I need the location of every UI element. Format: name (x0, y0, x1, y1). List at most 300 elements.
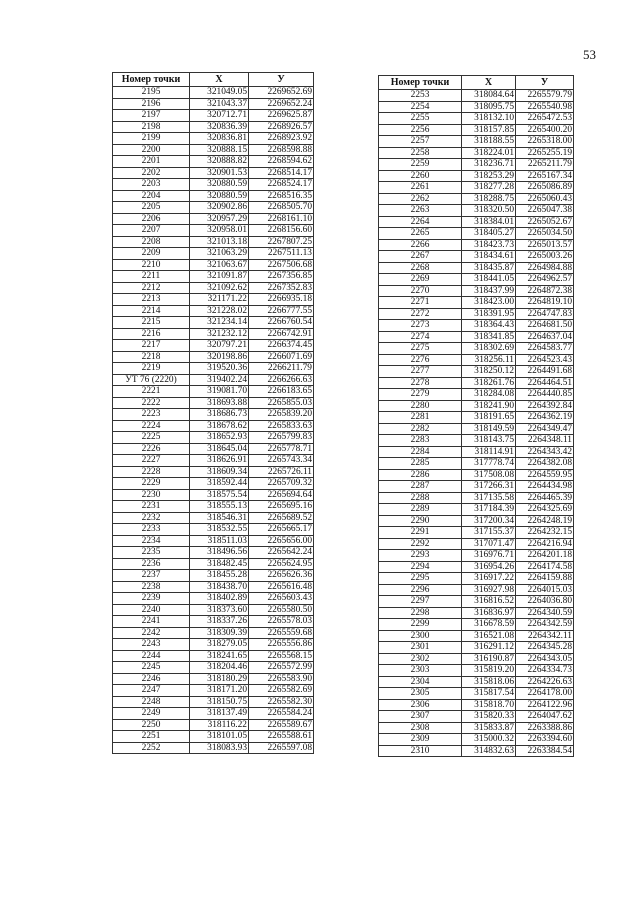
cell-point-number: 2261 (379, 182, 462, 194)
table-row (113, 363, 314, 375)
cell-x: 316816.52 (462, 596, 516, 608)
cell-point-number: 2253 (379, 90, 462, 102)
cell-y: 2265833.63 (249, 420, 314, 432)
cell-y: 2264348.11 (516, 435, 574, 447)
cell-y: 2268524.17 (249, 179, 314, 191)
table-row (113, 144, 314, 156)
cell-x: 320902.86 (190, 202, 249, 214)
table-row (379, 136, 574, 148)
table-row (379, 481, 574, 493)
cell-x: 320198.86 (190, 351, 249, 363)
cell-y: 2264159.88 (516, 573, 574, 585)
cell-x: 315000.32 (462, 734, 516, 746)
table-row (379, 584, 574, 596)
table-row (113, 259, 314, 271)
cell-point-number: 2236 (113, 558, 190, 570)
cell-y: 2265584.24 (249, 708, 314, 720)
cell-y: 2265572.99 (249, 662, 314, 674)
cell-point-number: 2206 (113, 213, 190, 225)
table-row (113, 535, 314, 547)
cell-x: 319520.36 (190, 363, 249, 375)
cell-x: 316954.26 (462, 561, 516, 573)
table-row (113, 719, 314, 731)
table-row (379, 665, 574, 677)
cell-point-number: 2215 (113, 317, 190, 329)
cell-point-number: 2271 (379, 297, 462, 309)
table-row (379, 239, 574, 251)
table-row (113, 156, 314, 168)
cell-x: 318132.10 (462, 113, 516, 125)
table-row (379, 688, 574, 700)
cell-y: 2264216.94 (516, 538, 574, 550)
cell-x: 318546.31 (190, 512, 249, 524)
header-y: У (516, 76, 574, 90)
table-row (379, 653, 574, 665)
table-row (379, 147, 574, 159)
cell-y: 2264174.58 (516, 561, 574, 573)
cell-x: 318188.55 (462, 136, 516, 148)
table-row (379, 734, 574, 746)
cell-y: 2264392.84 (516, 400, 574, 412)
cell-y: 2268594.62 (249, 156, 314, 168)
cell-point-number: 2262 (379, 193, 462, 205)
cell-x: 318191.65 (462, 412, 516, 424)
table-row (379, 320, 574, 332)
cell-y: 2264382.08 (516, 458, 574, 470)
cell-point-number: 2245 (113, 662, 190, 674)
cell-y: 2264819.10 (516, 297, 574, 309)
cell-x: 318288.75 (462, 193, 516, 205)
table-row (379, 527, 574, 539)
cell-y: 2265689.52 (249, 512, 314, 524)
cell-point-number: 2223 (113, 409, 190, 421)
cell-y: 2266211.79 (249, 363, 314, 375)
table-row (113, 742, 314, 754)
cell-y: 2268926.57 (249, 121, 314, 133)
cell-x: 318592.44 (190, 478, 249, 490)
cell-point-number: 2280 (379, 400, 462, 412)
header-y: У (249, 73, 314, 87)
cell-y: 2264036.80 (516, 596, 574, 608)
cell-point-number: 2258 (379, 147, 462, 159)
cell-point-number: 2234 (113, 535, 190, 547)
cell-x: 318250.12 (462, 366, 516, 378)
cell-y: 2265589.67 (249, 719, 314, 731)
cell-point-number: 2243 (113, 639, 190, 651)
table-row (379, 366, 574, 378)
cell-y: 2266183.65 (249, 386, 314, 398)
cell-point-number: 2242 (113, 627, 190, 639)
cell-x: 321013.18 (190, 236, 249, 248)
cell-point-number: 2228 (113, 466, 190, 478)
cell-point-number: 2209 (113, 248, 190, 260)
cell-x: 318423.00 (462, 297, 516, 309)
table-row (113, 213, 314, 225)
cell-point-number: 2294 (379, 561, 462, 573)
cell-point-number: 2217 (113, 340, 190, 352)
cell-y: 2264464.51 (516, 377, 574, 389)
cell-x: 321092.62 (190, 282, 249, 294)
cell-x: 320958.01 (190, 225, 249, 237)
cell-x: 318253.29 (462, 170, 516, 182)
cell-x: 320712.71 (190, 110, 249, 122)
cell-point-number: 2198 (113, 121, 190, 133)
cell-x: 318256.11 (462, 354, 516, 366)
cell-x: 318284.08 (462, 389, 516, 401)
cell-point-number: 2246 (113, 673, 190, 685)
table-row (113, 190, 314, 202)
cell-y: 2265582.30 (249, 696, 314, 708)
table-row (113, 627, 314, 639)
cell-point-number: 2273 (379, 320, 462, 332)
cell-x: 318204.46 (190, 662, 249, 674)
table-row (113, 524, 314, 536)
table-row (113, 558, 314, 570)
table-row (113, 110, 314, 122)
coordinates-table-right (378, 75, 574, 757)
cell-point-number: 2265 (379, 228, 462, 240)
cell-y: 2268161.10 (249, 213, 314, 225)
table-row (379, 400, 574, 412)
cell-point-number: 2249 (113, 708, 190, 720)
cell-y: 2265583.90 (249, 673, 314, 685)
cell-x: 320880.59 (190, 190, 249, 202)
table-row (113, 708, 314, 720)
table-row (113, 593, 314, 605)
cell-y: 2269652.24 (249, 98, 314, 110)
cell-x: 315817.54 (462, 688, 516, 700)
cell-x: 320797.21 (190, 340, 249, 352)
cell-y: 2265047.38 (516, 205, 574, 217)
cell-point-number: 2226 (113, 443, 190, 455)
cell-point-number: 2230 (113, 489, 190, 501)
cell-y: 2265400.20 (516, 124, 574, 136)
cell-y: 2265694.64 (249, 489, 314, 501)
cell-point-number: 2276 (379, 354, 462, 366)
table-row (113, 489, 314, 501)
cell-point-number: 2264 (379, 216, 462, 228)
cell-x: 320836.39 (190, 121, 249, 133)
table-row (113, 662, 314, 674)
cell-y: 2266374.45 (249, 340, 314, 352)
cell-point-number: 2302 (379, 653, 462, 665)
cell-y: 2264334.73 (516, 665, 574, 677)
cell-y: 2265603.43 (249, 593, 314, 605)
table-row (379, 745, 574, 757)
table-row (113, 547, 314, 559)
header-point-number: Номер точки (113, 73, 190, 87)
cell-y: 2264440.85 (516, 389, 574, 401)
cell-point-number: 2285 (379, 458, 462, 470)
table-row (113, 305, 314, 317)
cell-x: 317155.37 (462, 527, 516, 539)
table-row (113, 282, 314, 294)
cell-y: 2267511.13 (249, 248, 314, 260)
table-row (379, 676, 574, 688)
cell-x: 318496.56 (190, 547, 249, 559)
cell-x: 318405.27 (462, 228, 516, 240)
cell-point-number: 2232 (113, 512, 190, 524)
cell-x: 320880.59 (190, 179, 249, 191)
cell-y: 2264434.98 (516, 481, 574, 493)
table-row (113, 639, 314, 651)
cell-y: 2265559.68 (249, 627, 314, 639)
cell-point-number: 2196 (113, 98, 190, 110)
table-row (379, 550, 574, 562)
table-row (113, 340, 314, 352)
table-row (379, 619, 574, 631)
cell-x: 320888.82 (190, 156, 249, 168)
table-row (113, 294, 314, 306)
table-row (379, 469, 574, 481)
cell-y: 2265624.95 (249, 558, 314, 570)
cell-x: 316190.87 (462, 653, 516, 665)
table-row (379, 607, 574, 619)
cell-x: 317200.34 (462, 515, 516, 527)
table-row (113, 685, 314, 697)
cell-point-number: 2309 (379, 734, 462, 746)
cell-y: 2265695.16 (249, 501, 314, 513)
table-row (379, 561, 574, 573)
table-row (113, 409, 314, 421)
cell-x: 321049.05 (190, 87, 249, 99)
cell-y: 2264340.59 (516, 607, 574, 619)
cell-y: 2265318.00 (516, 136, 574, 148)
cell-point-number: 2252 (113, 742, 190, 754)
cell-x: 318083.93 (190, 742, 249, 754)
cell-point-number: 2287 (379, 481, 462, 493)
cell-y: 2264872.38 (516, 285, 574, 297)
table-row (113, 443, 314, 455)
cell-point-number: 2250 (113, 719, 190, 731)
table-row (379, 515, 574, 527)
cell-point-number: 2211 (113, 271, 190, 283)
cell-y: 2265556.86 (249, 639, 314, 651)
cell-point-number: 2284 (379, 446, 462, 458)
cell-point-number: 2272 (379, 308, 462, 320)
cell-x: 318114.91 (462, 446, 516, 458)
table-row (379, 308, 574, 320)
cell-y: 2268156.60 (249, 225, 314, 237)
cell-point-number: 2297 (379, 596, 462, 608)
cell-x: 321232.12 (190, 328, 249, 340)
cell-y: 2264362.19 (516, 412, 574, 424)
cell-x: 318532.55 (190, 524, 249, 536)
cell-point-number: 2197 (113, 110, 190, 122)
table-header-row (379, 76, 574, 90)
cell-x: 316927.98 (462, 584, 516, 596)
cell-y: 2265003.26 (516, 251, 574, 263)
table-row (113, 386, 314, 398)
table-row (113, 466, 314, 478)
cell-point-number: 2231 (113, 501, 190, 513)
cell-y: 2265211.79 (516, 159, 574, 171)
cell-point-number: 2274 (379, 331, 462, 343)
cell-y: 2266742.91 (249, 328, 314, 340)
cell-point-number: 2275 (379, 343, 462, 355)
cell-point-number: 2307 (379, 711, 462, 723)
cell-y: 2265588.61 (249, 731, 314, 743)
cell-point-number: 2292 (379, 538, 462, 550)
cell-point-number: 2267 (379, 251, 462, 263)
table-row (113, 432, 314, 444)
cell-x: 318373.60 (190, 604, 249, 616)
cell-x: 321063.67 (190, 259, 249, 271)
cell-x: 321171.22 (190, 294, 249, 306)
table-row (379, 216, 574, 228)
cell-y: 2265167.34 (516, 170, 574, 182)
table-row (113, 501, 314, 513)
cell-y: 2265568.15 (249, 650, 314, 662)
cell-x: 316917.22 (462, 573, 516, 585)
table-row (379, 642, 574, 654)
table-row (113, 87, 314, 99)
cell-point-number: 2269 (379, 274, 462, 286)
cell-y: 2266777.55 (249, 305, 314, 317)
cell-y: 2266935.18 (249, 294, 314, 306)
cell-x: 318364.43 (462, 320, 516, 332)
cell-point-number: 2308 (379, 722, 462, 734)
cell-y: 2269652.69 (249, 87, 314, 99)
cell-x: 318137.49 (190, 708, 249, 720)
table-row (379, 251, 574, 263)
table-row (113, 731, 314, 743)
cell-y: 2264491.68 (516, 366, 574, 378)
cell-x: 318441.05 (462, 274, 516, 286)
table-row (113, 696, 314, 708)
table-row (379, 124, 574, 136)
table-row (379, 630, 574, 642)
cell-x: 317135.58 (462, 492, 516, 504)
cell-point-number: 2229 (113, 478, 190, 490)
cell-y: 2264248.19 (516, 515, 574, 527)
table-row (379, 435, 574, 447)
cell-x: 321091.87 (190, 271, 249, 283)
cell-y: 2265665.17 (249, 524, 314, 536)
cell-x: 319402.24 (190, 374, 249, 386)
table-row (379, 228, 574, 240)
table-row (379, 699, 574, 711)
cell-y: 2263384.54 (516, 745, 574, 757)
cell-x: 317184.39 (462, 504, 516, 516)
cell-y: 2264325.69 (516, 504, 574, 516)
cell-x: 318384.01 (462, 216, 516, 228)
cell-y: 2268923.92 (249, 133, 314, 145)
cell-x: 318095.75 (462, 101, 516, 113)
cell-y: 2265597.08 (249, 742, 314, 754)
cell-point-number: 2240 (113, 604, 190, 616)
cell-point-number: 2278 (379, 377, 462, 389)
table-header-row (113, 73, 314, 87)
cell-x: 317508.08 (462, 469, 516, 481)
cell-y: 2267352.83 (249, 282, 314, 294)
table-row (379, 722, 574, 734)
cell-y: 2266071.69 (249, 351, 314, 363)
cell-y: 2265472.53 (516, 113, 574, 125)
cell-x: 318423.73 (462, 239, 516, 251)
cell-point-number: 2224 (113, 420, 190, 432)
table-row (379, 446, 574, 458)
cell-y: 2264342.59 (516, 619, 574, 631)
cell-x: 320888.15 (190, 144, 249, 156)
cell-x: 318157.85 (462, 124, 516, 136)
cell-point-number: 2263 (379, 205, 462, 217)
cell-y: 2264681.50 (516, 320, 574, 332)
cell-x: 318434.61 (462, 251, 516, 263)
cell-x: 315818.70 (462, 699, 516, 711)
cell-point-number: 2298 (379, 607, 462, 619)
header-point-number: Номер точки (379, 76, 462, 90)
table-row (113, 133, 314, 145)
cell-y: 2265580.50 (249, 604, 314, 616)
cell-x: 318341.85 (462, 331, 516, 343)
table-row (379, 711, 574, 723)
table-row (113, 225, 314, 237)
cell-point-number: 2306 (379, 699, 462, 711)
cell-point-number: 2288 (379, 492, 462, 504)
cell-x: 318309.39 (190, 627, 249, 639)
cell-x: 316836.97 (462, 607, 516, 619)
cell-x: 318277.28 (462, 182, 516, 194)
cell-y: 2265656.00 (249, 535, 314, 547)
cell-x: 315818.06 (462, 676, 516, 688)
cell-point-number: 2283 (379, 435, 462, 447)
cell-point-number: 2268 (379, 262, 462, 274)
cell-point-number: 2210 (113, 259, 190, 271)
cell-y: 2264559.95 (516, 469, 574, 481)
cell-point-number: 2222 (113, 397, 190, 409)
cell-point-number: 2208 (113, 236, 190, 248)
cell-x: 318686.73 (190, 409, 249, 421)
cell-point-number: 2235 (113, 547, 190, 559)
cell-y: 2263394.60 (516, 734, 574, 746)
cell-x: 318391.95 (462, 308, 516, 320)
cell-x: 318236.71 (462, 159, 516, 171)
cell-x: 318609.34 (190, 466, 249, 478)
cell-y: 2264201.18 (516, 550, 574, 562)
cell-x: 318149.59 (462, 423, 516, 435)
cell-point-number: 2286 (379, 469, 462, 481)
cell-y: 2265726.11 (249, 466, 314, 478)
cell-x: 315833.87 (462, 722, 516, 734)
cell-x: 316291.12 (462, 642, 516, 654)
cell-x: 318320.50 (462, 205, 516, 217)
table-row (379, 262, 574, 274)
cell-point-number: 2310 (379, 745, 462, 757)
cell-point-number: 2213 (113, 294, 190, 306)
cell-x: 318279.05 (190, 639, 249, 651)
cell-x: 321234.14 (190, 317, 249, 329)
table-row (113, 512, 314, 524)
cell-x: 318116.22 (190, 719, 249, 731)
table-row (379, 596, 574, 608)
cell-y: 2265743.34 (249, 455, 314, 467)
cell-point-number: 2282 (379, 423, 462, 435)
cell-x: 318482.45 (190, 558, 249, 570)
cell-point-number: 2259 (379, 159, 462, 171)
cell-point-number: 2207 (113, 225, 190, 237)
table-row (113, 397, 314, 409)
cell-y: 2265578.03 (249, 616, 314, 628)
cell-x: 318241.65 (190, 650, 249, 662)
cell-y: 2264984.88 (516, 262, 574, 274)
cell-x: 318555.13 (190, 501, 249, 513)
cell-point-number: 2203 (113, 179, 190, 191)
cell-y: 2264583.77 (516, 343, 574, 355)
cell-x: 318693.88 (190, 397, 249, 409)
cell-point-number: 2251 (113, 731, 190, 743)
table-row (379, 205, 574, 217)
